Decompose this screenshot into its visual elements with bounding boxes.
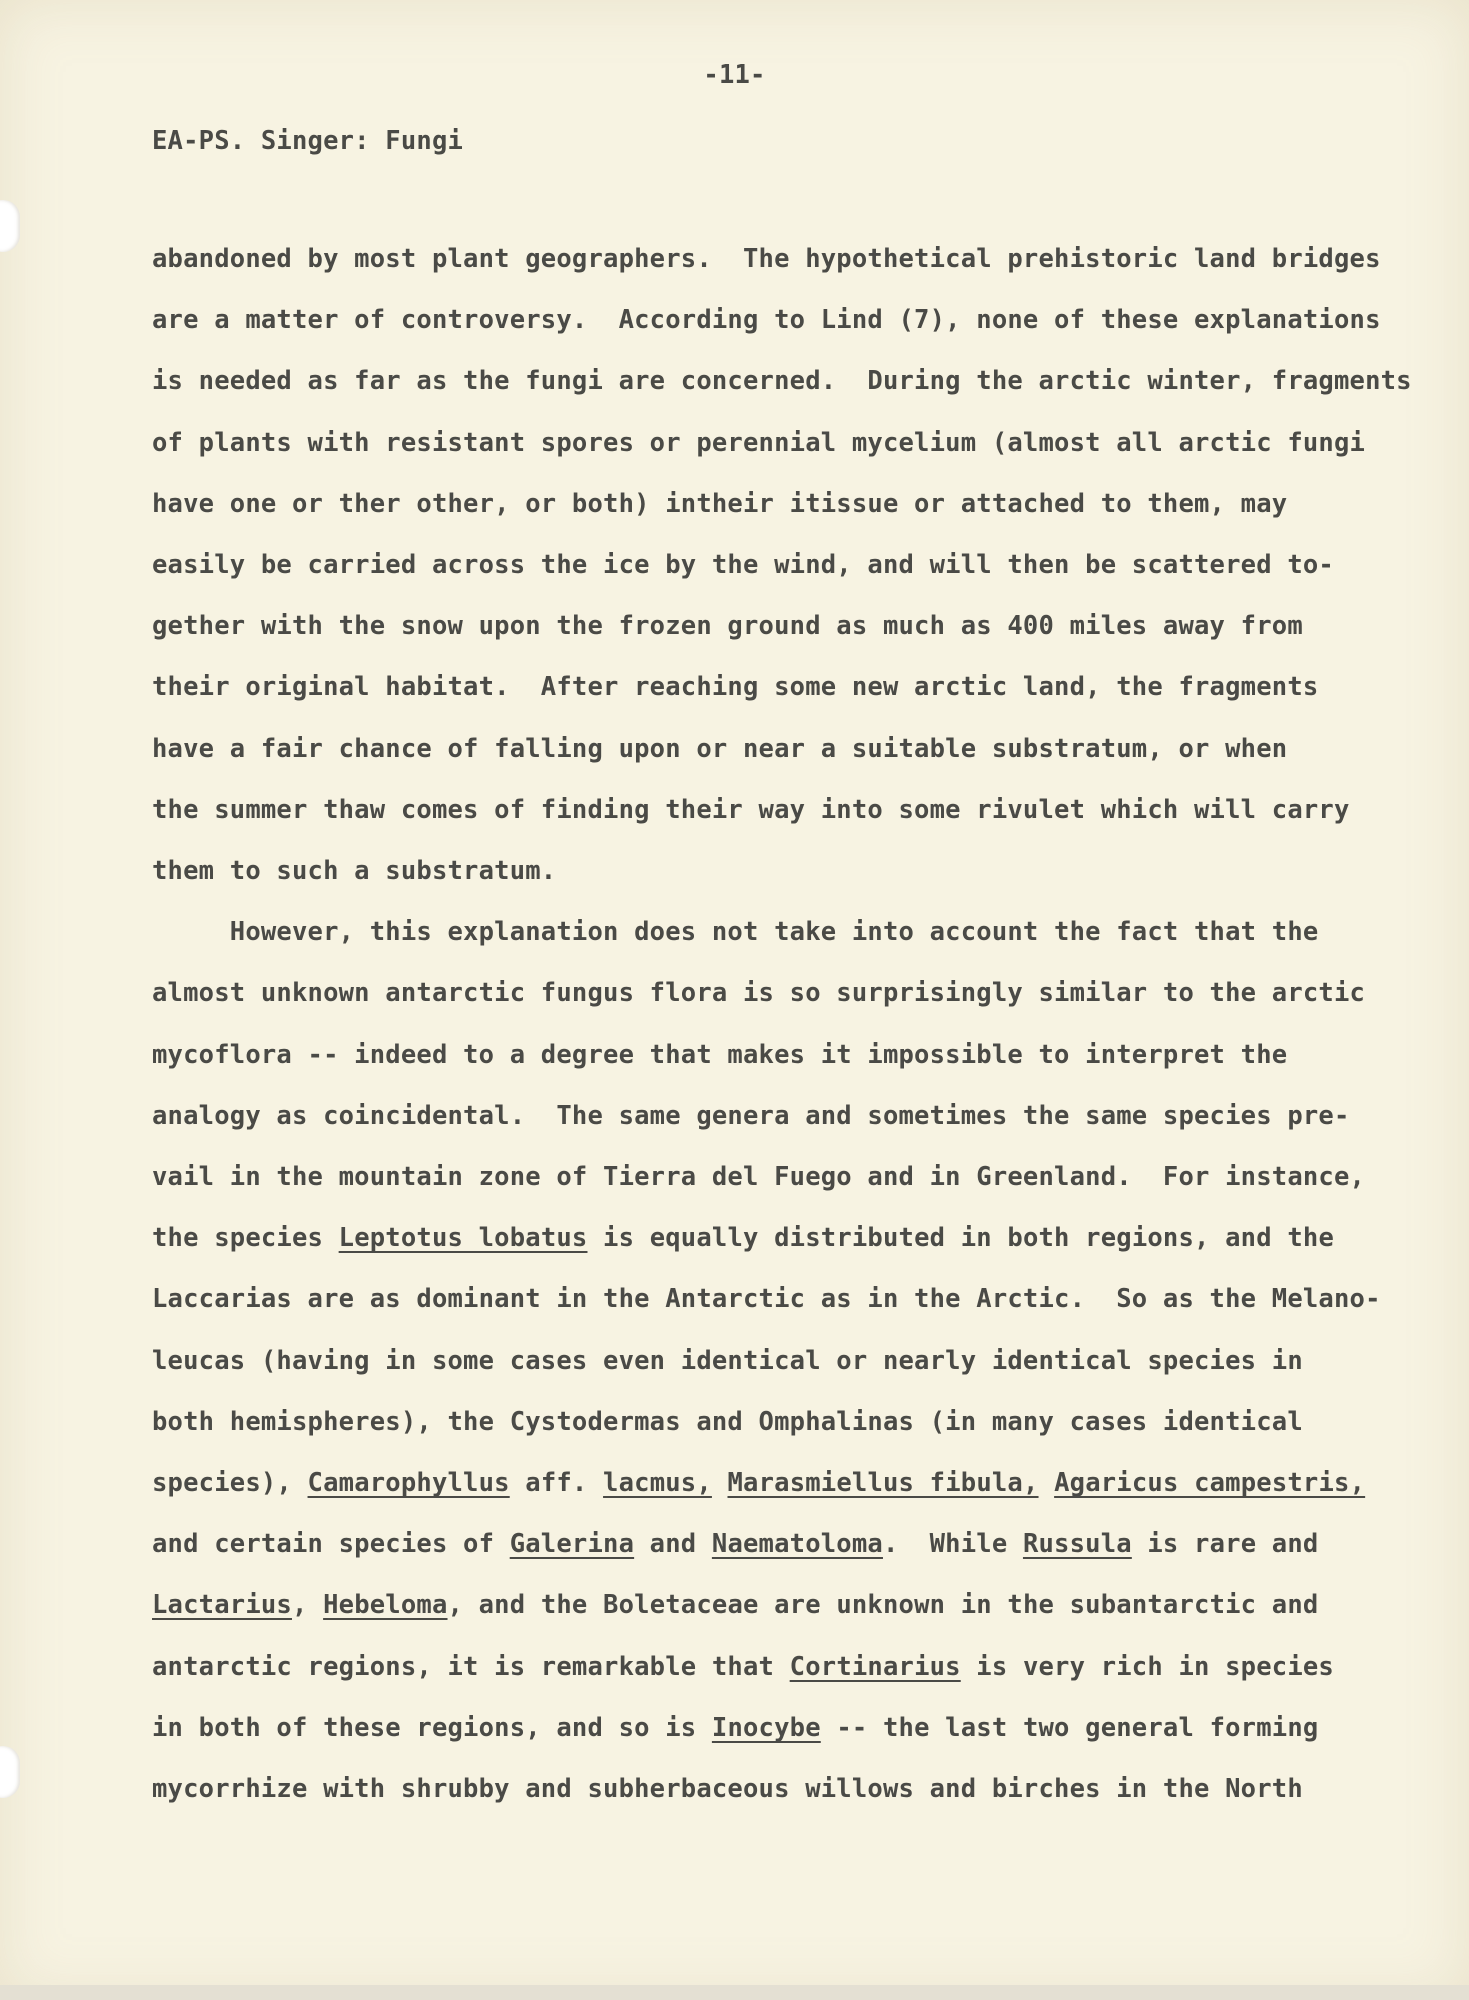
text-line [152, 1101, 1350, 1131]
underlined-taxon: Camarophyllus [307, 1468, 510, 1498]
text-segment: their original habitat. After reaching some new arctic land, the fragments [152, 672, 1319, 703]
text-segment [1039, 1468, 1055, 1498]
text-segment: of plants with resistant spores or perennial mycelium (almost all arctic fungi [152, 427, 1366, 458]
text-segment [712, 1468, 728, 1498]
text-segment: , [291, 1590, 324, 1621]
text-line [152, 611, 1303, 641]
underlined-taxon: Inocybe [711, 1712, 821, 1743]
underlined-taxon: Lactarius [152, 1590, 292, 1621]
text-line [152, 672, 1318, 702]
text-line [152, 1713, 1318, 1743]
text-line [152, 1162, 1365, 1192]
text-segment: have one or ther other, or both) intheir itissue or attached to them, may [152, 488, 1288, 519]
text-segment: However, this explanation does not take into account the fact that the [152, 917, 1319, 948]
text-segment: Laccarias are as dominant in the Antarctic as in the Arctic. So as the Melano- [152, 1284, 1381, 1315]
underlined-taxon: Agaricus campestris, [1054, 1468, 1366, 1498]
running-head: EA-PS. Singer: Fungi [152, 126, 464, 156]
text-segment: are a matter of controversy. According to Lind (7), none of these explanations [152, 305, 1381, 336]
text-line [152, 1284, 1381, 1314]
text-line [152, 489, 1287, 519]
underlined-taxon: Russula [1022, 1529, 1132, 1560]
text-line [152, 1774, 1303, 1804]
underlined-taxon: Naematoloma [711, 1529, 883, 1560]
text-line [152, 795, 1350, 825]
text-line [152, 366, 1412, 396]
text-segment: species), [152, 1468, 308, 1498]
text-line [152, 734, 1287, 764]
text-segment: and [634, 1529, 712, 1560]
text-line [152, 428, 1365, 458]
text-segment: mycoflora -- indeed to a degree that makes it impossible to interpret the [152, 1039, 1288, 1070]
text-segment: is equally distributed in both regions, and the [587, 1223, 1334, 1254]
text-line [152, 1040, 1287, 1070]
text-segment: both hemispheres), the Cystodermas and Omphalinas (in many cases identical [152, 1406, 1303, 1437]
text-line [152, 978, 1365, 1008]
text-line [152, 1346, 1303, 1376]
text-line [152, 856, 556, 886]
text-segment: , and the Boletaceae are unknown in the subantarctic and [447, 1590, 1319, 1621]
text-segment: the summer thaw comes of finding their way into some rivulet which will carry [152, 794, 1350, 825]
text-segment: mycorrhize with shrubby and subherbaceous willows and birches in the North [152, 1774, 1303, 1804]
text-segment: gether with the snow upon the frozen ground as much as 400 miles away from [152, 611, 1303, 642]
text-segment: vail in the mountain zone of Tierra del Fuego and in Greenland. For instance, [152, 1162, 1366, 1192]
text-segment: have a fair chance of falling upon or near a suitable substratum, or when [152, 733, 1288, 764]
text-segment: aff. [509, 1468, 604, 1498]
text-segment: them to such a substratum. [152, 856, 557, 886]
text-line [152, 244, 1381, 274]
text-line [152, 1590, 1318, 1620]
text-line [152, 1468, 1365, 1498]
underlined-taxon: lacmus, [603, 1468, 712, 1498]
text-segment: . While [882, 1529, 1023, 1560]
text-segment: is very rich in species [960, 1651, 1334, 1682]
text-segment: leucas (having in some cases even identical or nearly identical species in [152, 1345, 1303, 1376]
underlined-taxon: Hebeloma [323, 1590, 448, 1621]
text-line [152, 1652, 1334, 1682]
text-segment: almost unknown antarctic fungus flora is so surprisingly similar to the arctic [152, 978, 1366, 1009]
text-line [152, 1407, 1303, 1437]
page-number: -11- [703, 60, 766, 90]
text-line [152, 305, 1381, 335]
text-segment: and certain species of [152, 1529, 510, 1560]
underlined-taxon: Galerina [509, 1529, 635, 1560]
underlined-taxon: Marasmiellus fibula, [727, 1468, 1039, 1498]
text-segment: is needed as far as the fungi are concerned. During the arctic winter, fragments [152, 366, 1412, 397]
text-line [152, 1223, 1334, 1253]
text-line [152, 917, 1318, 947]
text-segment: abandoned by most plant geographers. The hypothetical prehistoric land bridges [152, 244, 1381, 274]
text-line [152, 550, 1334, 580]
text-line [152, 1529, 1318, 1559]
text-segment: analogy as coincidental. The same genera and sometimes the same species pre- [152, 1100, 1350, 1131]
text-segment: antarctic regions, it is remarkable that [152, 1651, 790, 1682]
text-segment: the species [152, 1223, 339, 1254]
text-segment: in both of these regions, and so is [152, 1712, 712, 1743]
underlined-taxon: Cortinarius [789, 1651, 961, 1682]
text-segment: -- the last two general forming [820, 1712, 1319, 1743]
text-segment: easily be carried across the ice by the wind, and will then be scattered to- [152, 550, 1334, 580]
text-segment: is rare and [1131, 1529, 1319, 1560]
underlined-taxon: Leptotus lobatus [338, 1223, 588, 1254]
